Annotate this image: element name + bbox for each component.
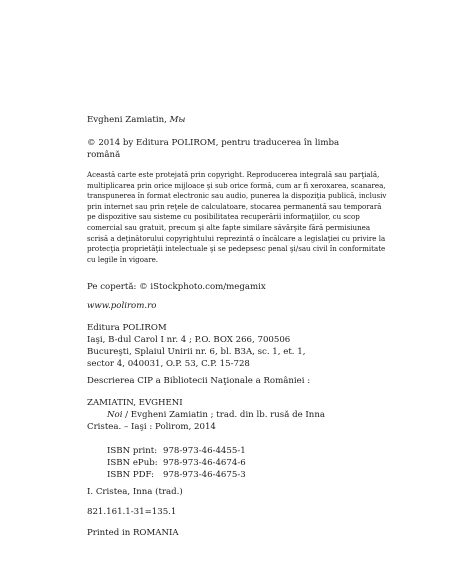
cover-credit: Pe copertă: © iStockphoto.com/megamix [87, 282, 266, 292]
isbn-list [87, 445, 407, 481]
isbn-row [107, 457, 407, 469]
isbn-row [107, 445, 407, 457]
isbn-value: 978-973-46-4455-1 [163, 446, 246, 456]
isbn-label: ISBN ePub: [107, 458, 158, 468]
publisher-address-2: Bucureşti, Splaiul Unirii nr. 6, bl. B3A, sc. 1, et. 1, [87, 347, 306, 357]
copyright-notice: © 2014 by Editura POLIROM, pentru traducerea în limba română [87, 138, 340, 160]
original-title: Мы [169, 115, 186, 125]
publisher-address-3: sector 4, 040031, O.P. 53, C.P. 15-728 [87, 359, 250, 369]
cip-block [87, 397, 387, 433]
website: www.polirom.ro [87, 301, 157, 311]
isbn-label: ISBN print: [107, 446, 158, 456]
author-name: Evgheni Zamiatin, [87, 115, 167, 125]
isbn-value: 978-973-46-4674-6 [163, 458, 246, 468]
isbn-row [107, 469, 407, 481]
cip-title-line-2: Cristea. – Iaşi : Polirom, 2014 [87, 422, 216, 432]
cip-title-line [87, 409, 387, 421]
publisher-block [87, 322, 387, 370]
isbn-value: 978-973-46-4675-3 [163, 470, 246, 480]
printed-in: Printed in ROMANIA [87, 528, 179, 538]
cip-classification: 821.161.1-31=135.1 [87, 507, 177, 517]
publisher-name: Editura POLIROM [87, 323, 167, 333]
isbn-label: ISBN PDF: [107, 470, 155, 480]
cip-heading: Descrierea CIP a Bibliotecii Naţionale a României : [87, 376, 311, 386]
legal-notice: Această carte este protejată prin copyright. Reproducerea integrală sau parţială, multiplicarea prin orice mijloace şi sub orice formă, cum ar fi xeroxarea, scanarea, transpunerea în format electronic sau audio, punerea la dispoziţia publică, inclusiv prin internet sau prin reţele de calculatoare, stocarea permanentă sau temporară pe dispozitive sau sisteme cu posibilitatea recuperării informaţiilor, cu scop comercial sau gratuit, precum şi alte fapte similare săvârşite fără permisiunea scrisă a deţinătorului copyrightului reprezintă o încălcare a legislaţiei cu privire la protecţia proprietăţii intelectuale şi se pedepsesc penal şi/sau civil în conformitate cu legile în vigoare. [87, 170, 387, 264]
cip-contributor: I. Cristea, Inna (trad.) [87, 487, 183, 497]
publisher-address-1: Iaşi, B-dul Carol I nr. 4 ; P.O. BOX 266, 700506 [87, 335, 291, 345]
cip-title-rest: / Evgheni Zamiatin ; trad. din lb. rusă de Inna [122, 410, 325, 420]
cip-author: ZAMIATIN, EVGHENI [87, 398, 183, 408]
cip-title: Noi [107, 410, 123, 420]
author-line [87, 114, 387, 126]
